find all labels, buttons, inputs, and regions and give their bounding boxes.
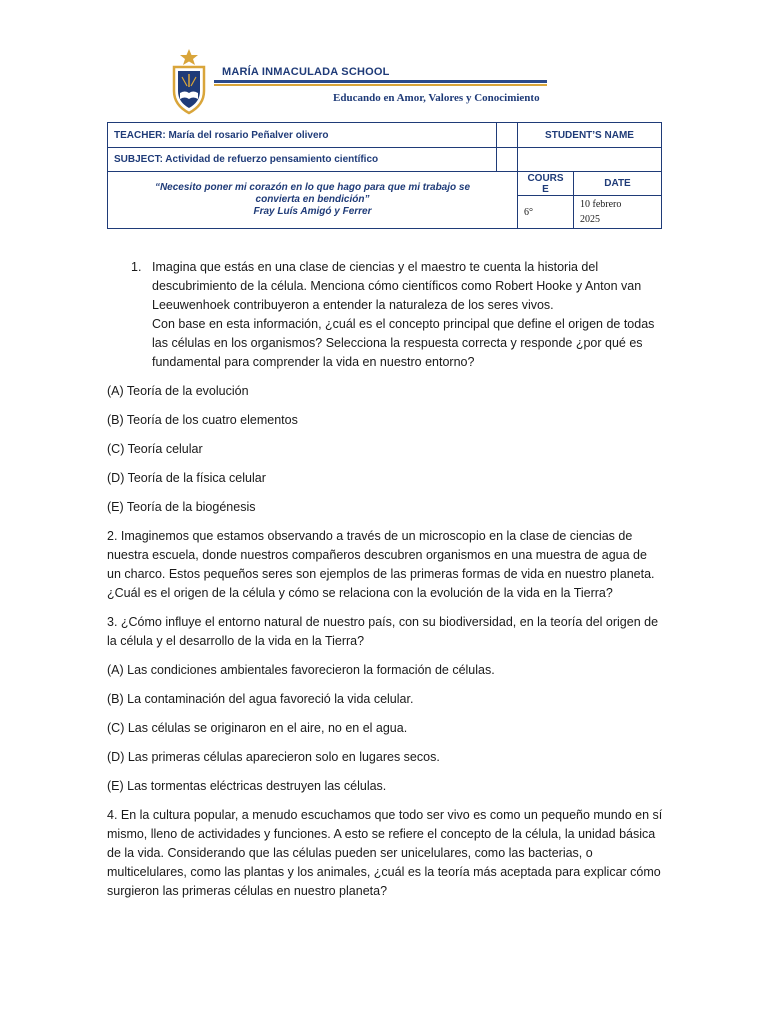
question-1-text-2: Con base en esta información, ¿cuál es el concepto principal que define el origen de todas las células en los organismos? Selecciona la respuesta correcta y responde ¿por qué es fundamental para comprender la vida en nuestro entorno? (152, 317, 655, 369)
option-1b: (B) Teoría de los cuatro elementos (107, 413, 298, 427)
option-1d: (D) Teoría de la física celular (107, 471, 266, 485)
option-1e: (E) Teoría de la biogénesis (107, 500, 256, 514)
option-3b: (B) La contaminación del agua favoreció la vida celular. (107, 692, 414, 706)
header-rule-gold (214, 84, 547, 86)
school-motto: Educando en Amor, Valores y Conocimiento (333, 92, 540, 104)
info-table (107, 122, 662, 229)
spacer-cell (497, 148, 518, 172)
header-rule-blue (214, 80, 547, 83)
quote-line-1: “Necesito poner mi corazón en lo que hago para que mi trabajo se (154, 182, 471, 193)
option-3d: (D) Las primeras células aparecieron solo en lugares secos. (107, 750, 440, 764)
date-line-1: 10 febrero (580, 199, 622, 210)
question-3: 3. ¿Cómo influye el entorno natural de nuestro país, con su biodiversidad, en la teoría del origen de la célula y el desarrollo de la vida en la Tierra? (107, 615, 659, 648)
quote-cell (108, 172, 518, 229)
school-logo-icon (165, 47, 213, 115)
option-3c: (C) Las células se originaron en el aire, no en el agua. (107, 721, 408, 735)
question-1 (107, 258, 663, 372)
quote-line-2: convierta en bendición” (255, 194, 370, 205)
subject-cell: SUBJECT: Actividad de refuerzo pensamiento científico (108, 148, 497, 172)
questions-section (107, 258, 663, 911)
option-1a: (A) Teoría de la evolución (107, 384, 249, 398)
course-value: 6° (518, 196, 574, 229)
question-1-text: Imagina que estás en una clase de ciencias y el maestro te cuenta la historia del descubrimiento de la célula. Menciona cómo científicos como Robert Hooke y Anton van Leeuwenhoek contribuyeron a entender la naturaleza de los seres vivos. (152, 260, 642, 312)
course-label (518, 172, 574, 196)
date-value (574, 196, 662, 229)
student-name-field[interactable] (518, 148, 662, 172)
question-2: 2. Imaginemos que estamos observando a través de un microscopio en la clase de ciencias de nuestra escuela, donde nuestros compañeros descubren organismos en una muestra de agua de un charco. Estos pequeños seres son ejemplos de las primeras formas de vida en nuestro planeta. ¿Cuál es el origen de la célula y cómo se relaciona con la evolución de la vida en la Tierra? (107, 529, 655, 600)
option-3a: (A) Las condiciones ambientales favorecieron la formación de células. (107, 663, 495, 677)
question-1-number: 1. (131, 260, 142, 274)
date-line-2: 2025 (580, 214, 600, 225)
question-4: 4. En la cultura popular, a menudo escuchamos que todo ser vivo es como un pequeño mundo en sí mismo, lleno de actividades y funciones. A esto se refiere el concepto de la célula, la unidad básica de la vida. Considerando que las células pueden ser unicelulares, como las bacterias, o multicelulares, como las plantas y los animales, ¿cuál es la teoría más aceptada para explicar cómo surgieron las primeras células en nuestro planeta? (107, 808, 663, 898)
option-1c: (C) Teoría celular (107, 442, 203, 456)
course-label-line-2: E (542, 183, 549, 195)
student-name-label: STUDENT’S NAME (518, 123, 662, 148)
option-3e: (E) Las tormentas eléctricas destruyen las células. (107, 779, 387, 793)
course-label-line-1: COURS (527, 172, 564, 184)
spacer-cell (497, 123, 518, 148)
date-label: DATE (574, 172, 662, 196)
quote-author: Fray Luís Amigó y Ferrer (253, 206, 372, 217)
teacher-cell: TEACHER: María del rosario Peñalver olivero (108, 123, 497, 148)
school-name: MARÍA INMACULADA SCHOOL (222, 66, 390, 78)
